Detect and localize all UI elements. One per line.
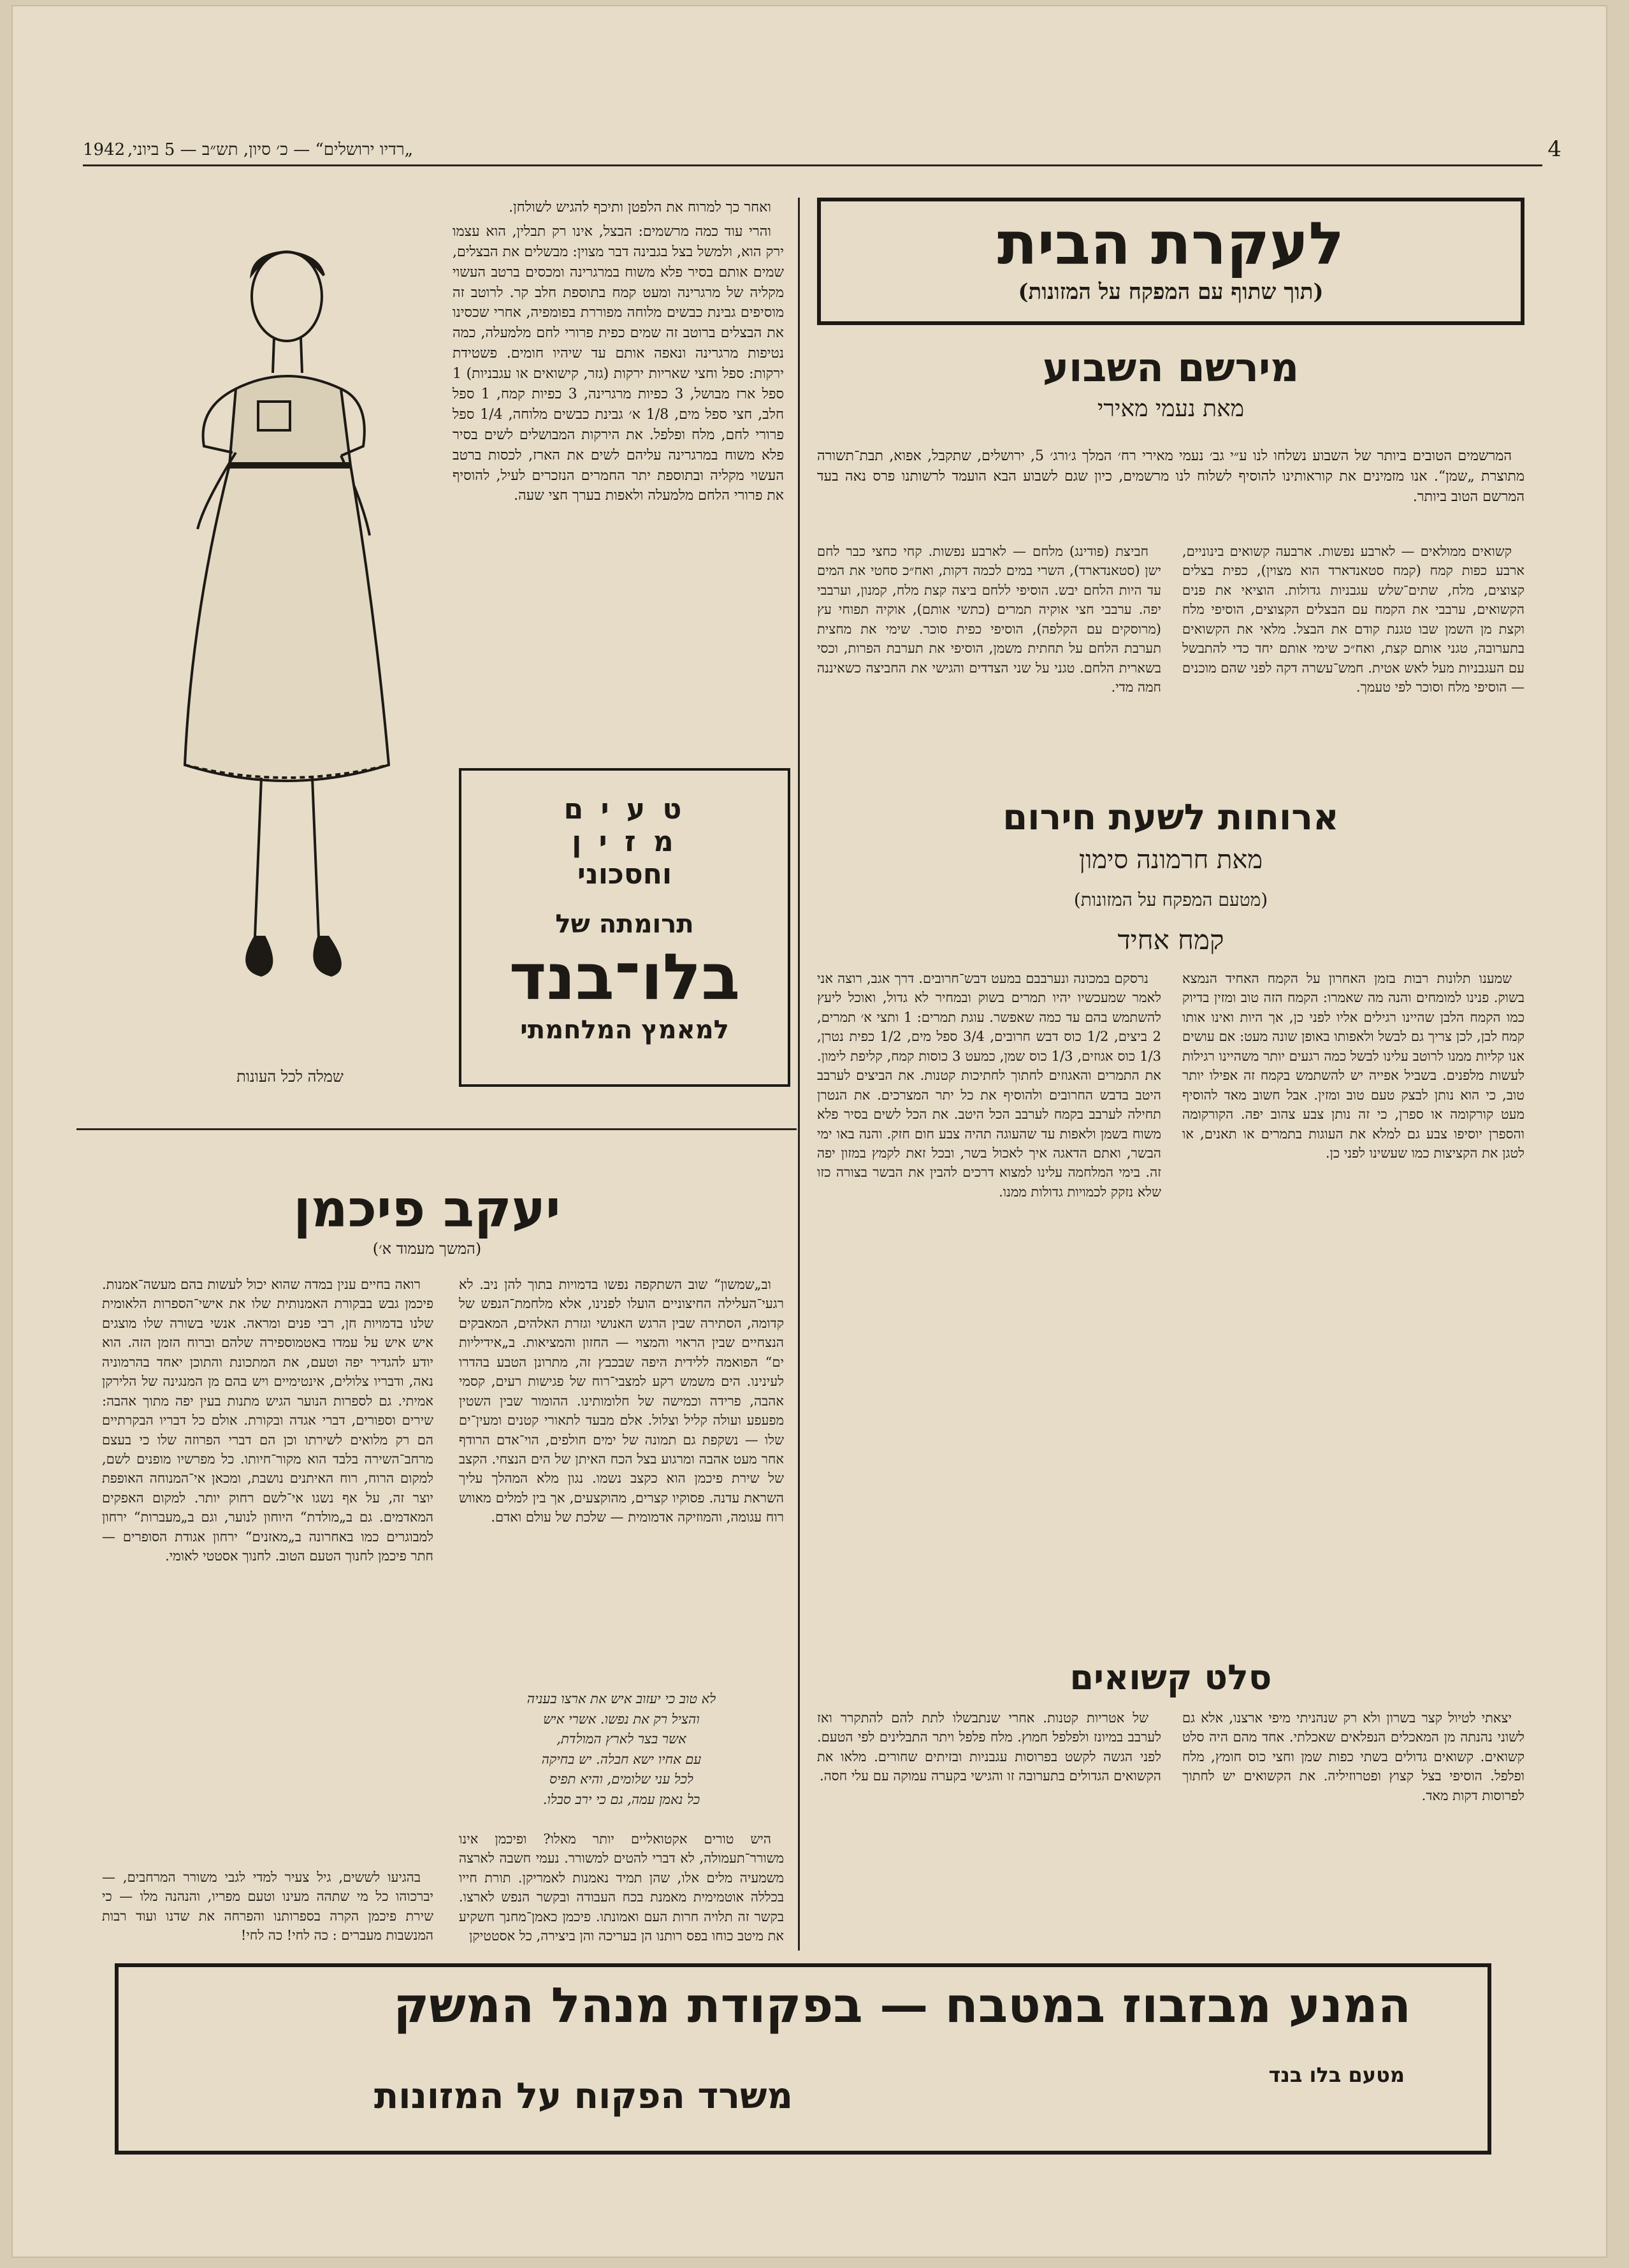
promo-contribution: תרומתה של bbox=[555, 910, 694, 939]
dinners-credit: (מטעם המפקח על המזונות) bbox=[1073, 889, 1268, 910]
recipe-week-col-right bbox=[1182, 542, 1524, 701]
page-number: 4 bbox=[1547, 136, 1561, 162]
footer-headline: המנע מבזבוז במטבח — בפקודת מנהל המשק bbox=[393, 1977, 1411, 2033]
promo-line-1: ט ע י ם bbox=[563, 793, 686, 825]
article-continued: (המשך מעמוד א׳) bbox=[372, 1240, 482, 1258]
dress-illustration bbox=[159, 236, 427, 1065]
recipe-week-byline: מאת נעמי מאירי bbox=[1097, 396, 1245, 422]
dinners-col-left-text: נרסקם במכונה ונערבבם במעט דבש־חרובים. דרך אגב, רוצה אני לאמר שמעכשיו יהיו תמרים בשוק ובמחיר לא גדול, ואוכל ליעץ להשתמש בהם עד כמה שאפשר. עוגת תמרים: 1 ותצי א׳ תמרים, 2 ביצים, 1/2 כוס דבש חרובים, 3/4 ספל מים, 1/2 כפית נטרן, 1/3 כוס אגוזים, 1/3 כוס שמן, כמעט 3 כוסות קמח, קליפת לימון. את התמרים והאגוזים לחתוך לחתיכות קטנות. את הביצים לערבב היטב בדבש החרובים ולהוסיף את כל יתר המצרכים. את הנטרן תחילה לערבב בקמח לערבב הכל היטב. את הכל לשים בסיר פלא משוח בשמן ולאפות עד שהעוגה תהיה צבע חום חזק. והנה באו ימי הבשר, ואתם הדאגה איך לאכול בשר, ובכל זאת לקמץ במזון יפה זה. בימי המלחמה עלינו למצוא דרכים להבין את הבשר בצורה כזו שלא נזקק לכמויות גדולות ממנו. bbox=[817, 971, 1162, 1200]
section-title: לעקרת הבית bbox=[997, 210, 1345, 278]
promo-line-2: מ ז י ן bbox=[572, 825, 677, 858]
recipe-stuffed-zucchini: קשואים ממולאים — לארבע נפשות. ארבעה קשואים בינוניים, ארבע כפות קמח (קמח סטאנדארד הוא מצוין), כפית בצלים קצוצים, מלח, שתים־שלש עגבניות גדולות. הוציאי את פנים הקשואים, ערבבי את הקמח עם הבצלים הקצוצים, הוסיפי מלח וקצת מן השמן שבו טגנת קודם את הבצל. מלאי את הקשואים בתערובה, טגני אותם קצת, ואח״כ שימי אותם יחד כדי להתבשל עם העגבניות מעל לאש אטית. חמש־עשרה דקה לפני שהם מוכנים — הוסיפי מלח וסוכר לפי טעמך. bbox=[1182, 544, 1524, 695]
poem-line: לכל עני שלומים, והיא תפיס bbox=[549, 1771, 693, 1787]
recipe-week-intro-text: המרשמים הטובים ביותר של השבוע נשלחו לנו ע״י גב׳ נעמי מאירי רח׳ המלך ג׳ורג׳ 5, ירושלים, שתקבל, אפוא, תבת־תשורה מתוצרת „שמן“. אנו מזמינים את קוראותינו להוסיף לשלוח לנו מרשמים, כיון שגם לשבוע הבא הועמד לרשותנו פרס נאה בעד המרשם הטוב ביותר. bbox=[817, 448, 1524, 505]
dinners-col-left bbox=[817, 969, 1161, 1205]
header-year: 1942 bbox=[83, 140, 126, 159]
salad-col-left-text: של אטריות קטנות. אחרי שנתבשלו לתת להם להתקרר ואז לערבב במיונז ולפלפל חמוץ. מלח פלפל ויתר התבלינים לפי הטעם. לפני הגשה לקשט בפרוסות עגבניות ובזיתים שחורים. מלאו את הקשואים הגדולים בתערובה זו והגישי בקערה עמוקה עם עלי חסה. bbox=[817, 1710, 1161, 1784]
fashion-intro: ואחר כך למרוח את הלפטן ותיכף להגיש לשולחן. bbox=[509, 200, 771, 215]
section-subtitle: (תוך שתוף עם המפקח על המזונות) bbox=[1018, 279, 1324, 305]
fashion-recipes: והרי עוד כמה מרשמים: הבצל, אינו רק תבלין, הוא עצמו ירק הוא, ולמשל בצל בגבינה דבר מצוין: מבשלים את הבצלים, שמים אותם בסיר פלא משוח במרגרינה ומכסים ברטב העשוי מקליה של מרגרינה ומעט קמח בתוספת חלב קר. לרוטב זה מוסיפים גבינת כבשים מלוחה מפוררת בפומפיה, אחרי שכסינו את הבצלים ברוטב זה שמים כפית פרורי לחם מלמעלה, כמה נטיפות מרגרינה ונאפה אותם עד שיהיו חומים. פשטידת ירקות: ספל וחצי שאריות ירקות (גזר, קישואים או עגבניות) 1 ספל ארז מבושל, 3 כפיות מרגרינה, 3 כפיות קמח, 1 ספל חלב, חצי ספל מים, 1/8 א׳ גבינת כבשים מלוחה, 1/4 ספל פרורי לחם, מלח ופלפל. את הירקות המבושלים לשים בסיר פלא משוח במרגרינה עליהם לשים את הארז, לכסות ברטב העשוי מקליה ובתוספת יתר החמרים הנזכרים לעיל, להוסיף את פרורי הלחם מלמעלה ולאפות בערך חצי שעה. bbox=[452, 223, 785, 504]
article-col-right-text: וב„שמשון“ שוב השתקפה נפשו בדמויות בתוך להן ניב. לא רגעי־העלילה החיצוניים הועלו לפנינו, אלא מלחמת־הנפש של קדומה, הסתירה שבין הרגש האנושי וגזרת האלהים, המאבקים הנצחיים שבין הראוי והמצוי — החזון והמציאות. ב„אידיליות ים“ הפואמה ללידית היפה שבכבץ זה, מתרונן הטבע בהדרו לעינינו. הים משמש רקע למצבי־רוח של פגישות רעים, קסמי אהבה, פרידה וכמישה של חלומותינו. ההומור שבין השטין מפעפע ועולה קליל וצלול. אלם מבעד לתאורי קטנים ומעין־ים שלו — נשקפת גם תמונה של ימים חולפים, הוי־אדם הרודף אחר מעט אהבה ומרגוע בצל הכח האיתן של הים הנצחי. הקצב של שירת פיכמן הוא כקצב נשמו. נגון מלא המהלך עליך השראת עדנה. פסוקיו קצרים, מהוקצעים, אך בין למלים מאווש רוח עגומה, והמוזיקה אדמומית — שלכת של עולם ואדם. bbox=[459, 1277, 784, 1525]
blue-band-promo bbox=[459, 768, 790, 1087]
dinners-subhead: קמח אחיד bbox=[1117, 924, 1224, 956]
section-title-box bbox=[817, 198, 1524, 325]
poem-line: עם אחיו ישא חבלה. יש בחיקה bbox=[541, 1751, 702, 1767]
article-mid-bottom-text: היש טורים אקטואליים יותר מאלו? ופיכמן אינו משורר־תעמולה, לא דברי להטים למשורר. נעמי חשבה לארצה משמעיה מלים אלו, שהן תמיד נאמנות לאמריקן. תורת חייו בכללה אוטמימית מאמנת בכח העבודה ובקשר הנפש לארצו. בקשר זה תלויה חרות העם ואמונתו. פיכמן כאמן־מחנך חשקיע את מיטב כוחו בפס רותנו הן בעריכה והן ביצירה, כל אסטטיקן bbox=[459, 1831, 784, 1944]
salad-col-right bbox=[1182, 1708, 1524, 1809]
poem-line: אשר בצר לארץ המולדת, bbox=[556, 1731, 686, 1747]
article-col-left-bottom bbox=[102, 1868, 433, 1949]
page-header bbox=[83, 136, 1561, 166]
article-poem bbox=[459, 1689, 784, 1810]
header-masthead: „רדיו ירושלים“ — כ׳ סיון, תש״ב — 5 ביוני, bbox=[127, 140, 414, 159]
recipe-bread-pudding: חביצת (פודינג) מלחם — לארבע נפשות. קחי כחצי כבר לחם ישן (סטאנדארד), השרי במים לכמה דקות, ואח״כ סחטי את המים עד היות הלחם יבש. הוסיפי ללחם ביצה קצת מלח, קמנון, וערבבי יפה. ערבבי חצי אוקיה תמרים (כתשי אותם), אוקיה תפוחי עץ (מרוסקים עם הקלפה), הוסיפי כפית סוכר. שימי את מחצית תערבת הלחם על תחתית משמן, הוסיפי את תערבת הפרות, וכסי בשארית הלחם. טגני על שני הצדדים והגישי את החביצה כשאיננה חמה מדי. bbox=[817, 544, 1161, 695]
dinners-title: ארוחות לשעת חירום bbox=[1003, 797, 1339, 838]
salad-col-right-text: יצאתי לטיול קצר בשרון ולא רק שנהניתי מיפי ארצנו, אלא גם לשוני נהנתה מן המאכלים הנפלאים שאכלתי. אחד מהם היה סלט קשואים. קשואים גדולים בשתי כפות שמן וחצי כוס חומץ, מלח ופלפל. הוסיפי בצל קצוץ ופטרוזיליה. את הקשואים יש לחתוך לפרוסות דקות מאד. bbox=[1182, 1710, 1524, 1803]
promo-brand: בלו־בנד bbox=[509, 940, 741, 1014]
promo-cause: למאמץ המלחמתי bbox=[520, 1015, 729, 1045]
dress-drawing bbox=[159, 236, 427, 1065]
article-col-right bbox=[459, 1275, 784, 1531]
promo-line-3: וחסכוני bbox=[577, 858, 672, 890]
dinners-col-right-text: שמענו תלונות רבות בזמן האחרון על הקמח האחיד הנמצא בשוק. פנינו למומחים והנה מה שאמרו: הקמח הזה טוב ומזין בדיוק כמו הקמח הלבן שהיינו רגילים אליו לפני כן, אך היות ואינו אותו קמח לבן, לכן צריך גם לבשל ולאפותו באופן שונה מעט: אם עושים אנו קליות ממנו לרוטב עלינו לבשל כמה רגעים יותר משהיינו רגילות לעשות מלפנים. בשביל אפייה יש להשתמש בקמח זה אפילו יותר טוב, כי הוא נותן לבצק טעם טוב ומזין. אבל חשוב מאד להוסיף מעט קורקומה או ספרן, כי זה נותן צבע צהוב יפה. הקורקומה והספרן יוסיפו צבע גם למלא את העוגות בתמרים או תאנים, או לטגן את הקציצות כמו שעשינו לפני כן. bbox=[1182, 971, 1524, 1161]
article-col-left-text: רואה בחיים ענין במדה שהוא יכול לעשות בהם מעשה־אמנות. פיכמן גבש בבקורת האמנותית שלו את אישי־הספרות הלאומית שלנו בדמויות חן, רבי פנים ומראה. אנשי בשורה שלו מוצגים איש איש על עמדו באטמוספירה שלהם וברוח הזמן הזה. הוא יודע להגדיר יפה וטעם, את המתכונת והתוכן יאחד בהרמוניה נאה, ודבריו צלולים, אינטימיים ויש בהם מן המנגינה של הלירקן אמיתי. גם לספרות הנוער הגיש מתנות בעין יפה מתוך אהבה: שירים וספורים, דברי אגדה ובקורת. אולם כל דבריו הבקרתיים הם רק מלואים לשירתו וכן הם דברי הפרוזה שלו כי בעצם מרחב־השירה בלבד הוא מקור־חיותו. כל מפרשיו מופנים לשם, למקום הרוח, רוח האיתנים נושבת, ומכאן אי־המנוחה האופפת יוצר זה, על אף נשגו אי־לשם רחוק יותר. למקום האפקים המאדמים. גם ב„מולדת“ היוחון לנוער, וגם ב„מעברות“ ירחון למבוגרים כמו באחרונה ב„מאזנים“ ירחון אגודת הסופרים — חתר פיכמן לחנוך הטעם הטוב. לחנוך אסטטי לאומי. bbox=[102, 1277, 433, 1564]
footer-sponsor: מטעם בלו בנד bbox=[1268, 2063, 1405, 2087]
column-divider bbox=[798, 198, 800, 1951]
salad-title: סלט קשואים bbox=[1069, 1657, 1272, 1697]
article-title: יעקב פיכמן bbox=[293, 1179, 561, 1239]
fashion-text-column bbox=[452, 198, 784, 510]
dress-caption: שמלה לכל העונות bbox=[236, 1068, 344, 1086]
salad-col-left bbox=[817, 1708, 1161, 1790]
article-top-rule bbox=[76, 1128, 797, 1130]
footer-authority: משרד הפקוח על המזונות bbox=[373, 2075, 793, 2117]
poem-line: לא טוב כי יעזוב איש את ארצו בעניה bbox=[526, 1691, 716, 1706]
recipe-week-intro bbox=[817, 446, 1524, 511]
poem-line: והציל רק את נפשו. אשרי איש bbox=[543, 1711, 700, 1727]
article-left-bottom-text: בהגיעו לששים, גיל צעיר למדי לגבי משורר המרחבים, — יברכוהו כל מי שתהה מעינו וטעם מפריו, והנהנה מלו — כי שירת פיכמן הקרה בספרותנו והפרחה את שדנו ועוד רבות המנשבות מעברים : כה לחי! כה לחי! bbox=[102, 1870, 433, 1944]
dinners-byline: מאת חרמונה סימון bbox=[1078, 845, 1263, 875]
newspaper-page bbox=[13, 6, 1606, 2257]
article-col-mid-bottom bbox=[459, 1829, 784, 1950]
recipe-week-title: מירשם השבוע bbox=[1042, 344, 1300, 391]
article-col-left bbox=[102, 1275, 433, 1570]
footer-ad bbox=[115, 1963, 1491, 2155]
poem-line: כל נאמן עמה, גם כי ירב סבלו. bbox=[542, 1791, 700, 1807]
recipe-week-col-left bbox=[817, 542, 1161, 701]
dinners-col-right bbox=[1182, 969, 1524, 1167]
